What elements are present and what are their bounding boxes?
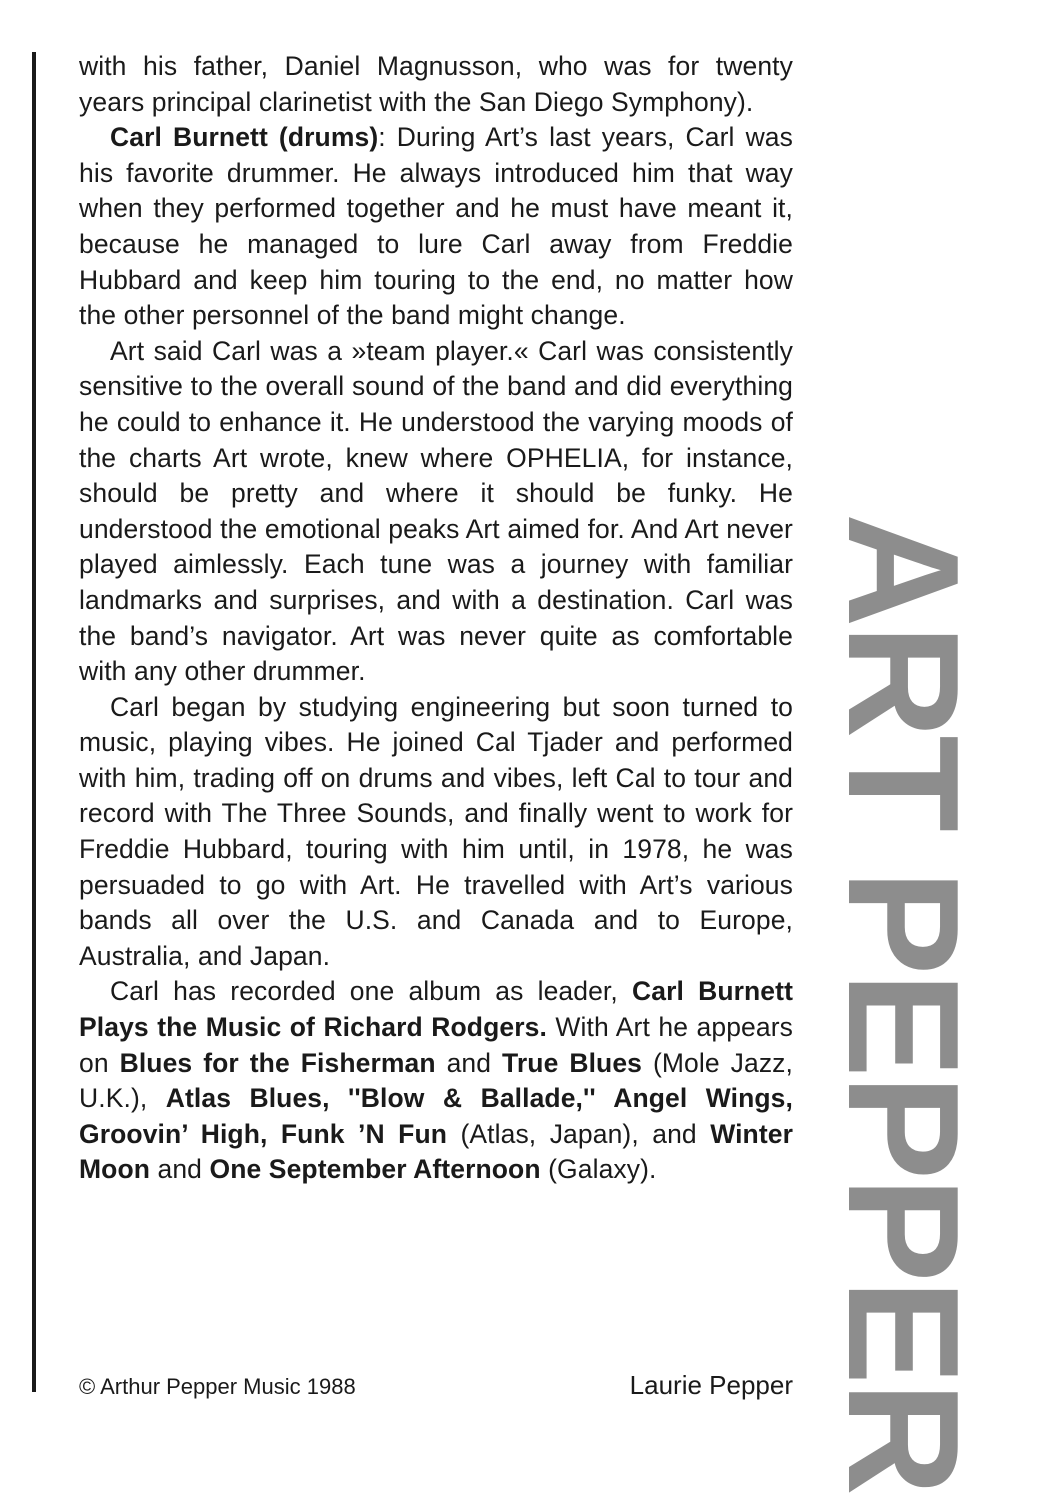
- text-run: Carl has recorded one album as leader,: [110, 976, 632, 1007]
- album-title: Winter Moon: [79, 1118, 793, 1185]
- footer: [79, 1370, 793, 1401]
- paragraph-5: [79, 974, 793, 1188]
- album-title: One September Afternoon: [209, 1154, 541, 1185]
- album-title: Blues for the Fisherman: [119, 1047, 436, 1078]
- copyright-notice: © Arthur Pepper Music 1988: [79, 1374, 356, 1399]
- text-run: (Atlas, Japan), and: [447, 1118, 711, 1149]
- paragraph-2: [79, 120, 793, 334]
- side-title: [815, 513, 991, 1493]
- text-run: With Art he appears on: [79, 1012, 793, 1078]
- paragraph-2-text: : During Art’s last years, Carl was his favorite drummer. He always introduced him that way when they performed together and he must have meant it, because he managed to lure Carl away from Freddie Hubbard and keep him touring to the end, no matter how the other personnel of the band might change.: [79, 122, 793, 331]
- vertical-rule: [32, 52, 36, 1392]
- paragraph-3: Art said Carl was a »team player.« Carl was consistently sensitive to the overall sound of the band and did everything he could to enhance it. He understood the varying moods of the charts Art wrote, knew where OPHELIA, for instance, should be pretty and where it should be funky. He understood the emotional peaks Art aimed for. And Art never played aimlessly. Each tune was a journey with familiar landmarks and surprises, and with a destination. Carl was the band’s navigator. Art was never quite as comfortable with any other drummer.: [79, 335, 793, 687]
- side-title-text: ART PEPPER: [815, 513, 991, 1493]
- album-title: Carl Burnett Plays the Music of Richard Rodgers.: [79, 976, 793, 1043]
- paragraph-4: Carl began by studying engineering but soon turned to music, playing vibes. He joined Cal Tjader and performed with him, trading off on drums and vibes, left Cal to tour and record with The Three Sounds, and finally went to work for Freddie Hubbard, touring with him until, in 1978, he was persuaded to go with Art. He travelled with Art’s various bands all over the U.S. and Canada and to Europe, Australia, and Japan.: [79, 691, 793, 971]
- text-run: and: [435, 1047, 503, 1078]
- album-title: True Blues: [502, 1047, 643, 1078]
- text-run: (Mole Jazz, U.K.),: [79, 1047, 793, 1114]
- album-title: Atlas Blues, ''Blow & Ballade,'' Angel Wings, Groovin’ High, Funk ’N Fun: [79, 1083, 793, 1149]
- text-run: (Galaxy).: [540, 1154, 657, 1185]
- text-run: and: [150, 1154, 210, 1185]
- article-body: [79, 49, 793, 1188]
- section-label-carl-burnett: Carl Burnett (drums): [110, 122, 379, 153]
- author-signature: Laurie Pepper: [629, 1370, 793, 1400]
- paragraph-1: with his father, Daniel Magnusson, who was for twenty years principal clarinetist with the San Diego Symphony).: [79, 51, 793, 117]
